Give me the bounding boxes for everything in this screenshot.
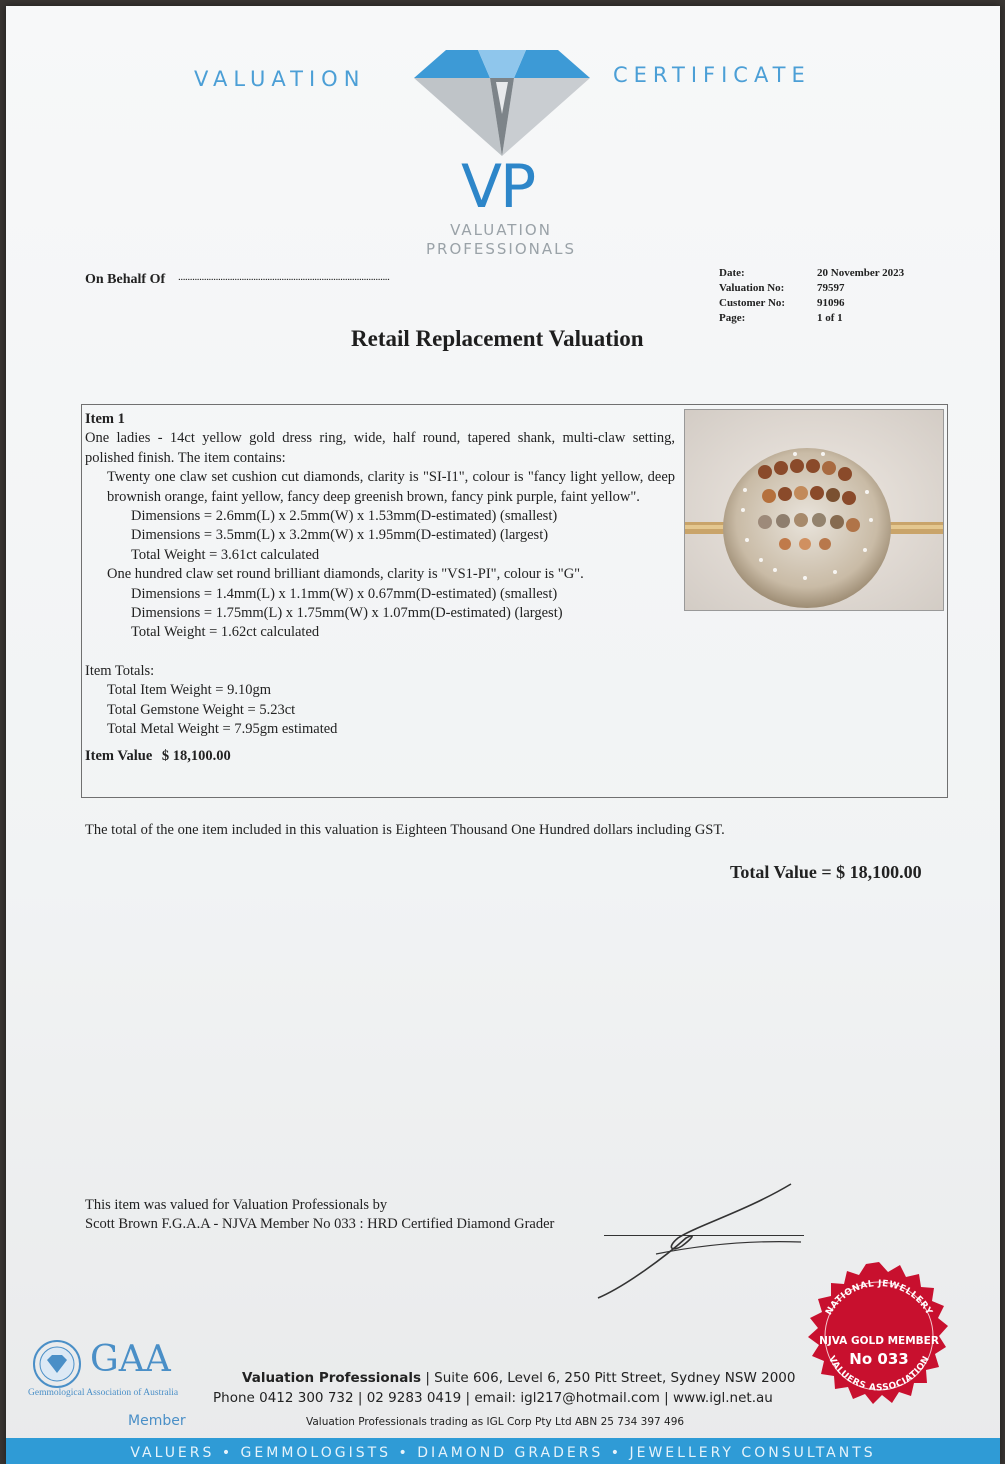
gaa-subtitle: Gemmological Association of Australia bbox=[28, 1388, 179, 1398]
stone-2-dim-smallest: Dimensions = 1.4mm(L) x 1.1mm(W) x 0.67mm(D-estimated) (smallest) bbox=[131, 585, 558, 602]
valuer-line-1: This item was valued for Valuation Professionals by bbox=[85, 1197, 388, 1213]
stone-2-dim-largest: Dimensions = 1.75mm(L) x 1.75mm(W) x 1.07mm(D-estimated) (largest) bbox=[131, 605, 563, 622]
footer-contacts: Phone 0412 300 732 | 02 9283 0419 | email: igl217@hotmail.com | www.igl.net.au bbox=[213, 1390, 773, 1406]
certificate-page bbox=[6, 6, 1000, 1464]
summary-text: The total of the one item included in this valuation is Eighteen Thousand One Hundred dollars including GST. bbox=[85, 822, 725, 838]
on-behalf-dots: .......................................................................................... bbox=[178, 271, 390, 283]
valuer-block bbox=[85, 1196, 554, 1235]
item-value-amount: $ 18,100.00 bbox=[161, 747, 231, 764]
item-heading: Item 1 bbox=[85, 411, 125, 427]
header-certificate-word: CERTIFICATE bbox=[613, 63, 811, 87]
signature bbox=[586, 1176, 816, 1306]
footer-address: | Suite 606, Level 6, 250 Pitt Street, Sydney NSW 2000 bbox=[425, 1370, 796, 1386]
stone-1-dim-smallest: Dimensions = 2.6mm(L) x 2.5mm(W) x 1.53mm(D-estimated) (smallest) bbox=[131, 508, 558, 525]
meta-label-valuation-no: Valuation No: bbox=[719, 282, 785, 294]
meta-value-page: 1 of 1 bbox=[817, 312, 843, 324]
total-metal-weight: Total Metal Weight = 7.95gm estimated bbox=[107, 721, 338, 738]
total-gemstone-weight: Total Gemstone Weight = 5.23ct bbox=[107, 701, 296, 718]
valuer-line-2: Scott Brown F.G.A.A - NJVA Member No 033 : HRD Certified Diamond Grader bbox=[85, 1216, 555, 1233]
total-item-weight: Total Item Weight = 9.10gm bbox=[107, 682, 271, 699]
footer-address-line bbox=[242, 1370, 795, 1386]
item-text bbox=[85, 410, 675, 766]
item-value-row bbox=[85, 747, 675, 766]
seal-center-line-2: No 033 bbox=[849, 1350, 909, 1368]
logo-line-1: VALUATION bbox=[450, 221, 552, 239]
footer-strip: VALUERS • GEMMOLOGISTS • DIAMOND GRADERS • JEWELLERY CONSULTANTS bbox=[6, 1438, 1000, 1464]
meta-value-date: 20 November 2023 bbox=[817, 267, 905, 279]
footer-company: Valuation Professionals bbox=[242, 1370, 422, 1386]
item-totals-heading: Item Totals: bbox=[85, 662, 155, 679]
njva-seal bbox=[796, 1258, 962, 1424]
gaa-emblem-icon bbox=[30, 1338, 86, 1390]
on-behalf-label: On Behalf Of bbox=[85, 272, 166, 287]
meta-value-valuation-no: 79597 bbox=[817, 282, 845, 294]
page-title: Retail Replacement Valuation bbox=[351, 326, 644, 351]
item-value-label: Item Value bbox=[85, 747, 153, 764]
gaa-text: GAA bbox=[90, 1339, 171, 1380]
meta-label-page: Page: bbox=[719, 312, 746, 324]
stone-1-description: Twenty one claw set cushion cut diamonds, clarity is "SI-I1", colour is "fancy light yellow, deep brownish orange, faint yellow, fancy deep greenish brown, fancy pink purple, faint yellow". bbox=[107, 469, 675, 505]
meta-value-customer-no: 91096 bbox=[817, 297, 845, 309]
gaa-member: Member bbox=[128, 1413, 186, 1429]
meta-label-customer-no: Customer No: bbox=[719, 297, 786, 309]
meta-values bbox=[817, 266, 904, 326]
logo-initials: VP bbox=[461, 152, 535, 222]
logo-line-2: PROFESSIONALS bbox=[425, 240, 576, 258]
total-value: Total Value = $ 18,100.00 bbox=[730, 862, 922, 882]
logo-subtitle bbox=[416, 221, 586, 259]
stone-1-total-weight: Total Weight = 3.61ct calculated bbox=[131, 546, 320, 563]
stone-2-description: One hundred claw set round brilliant diamonds, clarity is "VS1-PI", colour is "G". bbox=[107, 566, 584, 583]
stone-1-dim-largest: Dimensions = 3.5mm(L) x 3.2mm(W) x 1.95mm(D-estimated) (largest) bbox=[131, 527, 549, 544]
item-description: One ladies - 14ct yellow gold dress ring, wide, half round, tapered shank, multi-claw setting, polished finish. The item contains: bbox=[85, 430, 675, 466]
stone-2-total-weight: Total Weight = 1.62ct calculated bbox=[131, 624, 320, 641]
seal-arc-bottom: VALUERS ASSOCIATION bbox=[826, 1354, 933, 1394]
ring-image-icon bbox=[685, 410, 943, 610]
seal-center-line-1: NJVA GOLD MEMBER bbox=[819, 1335, 939, 1347]
ring-photo bbox=[684, 409, 944, 611]
meta-labels bbox=[719, 266, 785, 326]
diamond-logo-icon bbox=[414, 44, 590, 162]
header-valuation-word: VALUATION bbox=[194, 67, 366, 91]
footer-trading: Valuation Professionals trading as IGL Corp Pty Ltd ABN 25 734 397 496 bbox=[306, 1416, 685, 1428]
meta-label-date: Date: bbox=[719, 267, 745, 279]
seal-arc-top: NATIONAL JEWELLERY bbox=[824, 1278, 934, 1318]
